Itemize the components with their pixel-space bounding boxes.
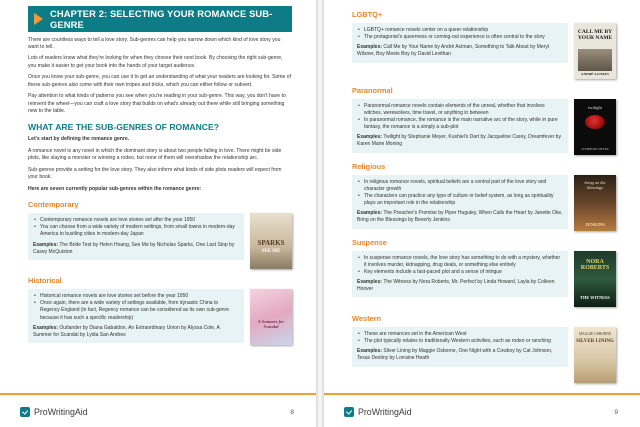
bullet-item: • Contemporary romance novels are love stories set after the year 1950 xyxy=(33,217,239,224)
intro-paragraph: Once you know your sub-genre, you can use it to get an understanding of what your readers are looking for. Some of these sub-genres also come with their own tropes and tricks, which you can either follow or subvert. xyxy=(28,74,292,88)
brand-name: ProWritingAid xyxy=(358,407,412,417)
page-right-content xyxy=(352,2,616,383)
chapter-title: CHAPTER 2: SELECTING YOUR ROMANCE SUB-GENRE xyxy=(50,8,273,30)
cover-author: MAGGIE OSBORNE xyxy=(578,332,612,336)
examples-text: Silver Lining by Maggie Osborne, One Night with a Cowboy by Cat Johnson, Texas Destiny by Lorraine Heath xyxy=(357,348,553,362)
bullet-list xyxy=(357,255,563,276)
subgenre-info xyxy=(352,23,568,63)
bullet-item: • The plot typically relates to traditionally Western activities, such as rodeo or ranching xyxy=(357,338,563,345)
cover-photo xyxy=(578,49,612,71)
section-heading: WHAT ARE THE SUB-GENRES OF ROMANCE? xyxy=(28,121,219,132)
examples-label: Examples: xyxy=(33,324,59,331)
footer xyxy=(324,393,640,427)
intro-paragraph: Pay attention to what kinds of patterns you see when you're reading in your sub-genre. This way, you don't have to reinvent the wheel—you can craft a love story that builds on what's already out there while still bringing something new to the table. xyxy=(28,93,286,114)
body-paragraph: Sub-genres provide a setting for the love story. They also inform what kinds of side plots readers will expect from your book. xyxy=(28,167,282,181)
examples-label: Examples: xyxy=(357,348,383,355)
book-cover-the-witness xyxy=(574,251,616,307)
subgenre-info xyxy=(352,99,568,153)
cover-author: STEPHENIE MEYER xyxy=(581,147,609,151)
subgenre-info xyxy=(352,251,568,297)
cover-title: bring on the blessings xyxy=(584,180,606,190)
examples-text: The Preacher's Promise by Piper Huguley, When Calls the Heart by Janette Oke, Bring on the Blessings by Beverly Jenkins xyxy=(357,210,563,224)
intro-paragraph: Lots of readers know what they're looking for when they choose their next book. By choosing the right sub-genre, you make it easier to get your book into the hands of your target audience. xyxy=(28,55,283,69)
page-left-content xyxy=(28,6,292,345)
bullet-item: • These are romances set in the American West xyxy=(357,331,563,338)
bullet-list xyxy=(357,27,563,41)
brand-logo xyxy=(20,407,88,417)
cover-author: JENKINS xyxy=(585,222,605,227)
examples xyxy=(357,348,563,362)
subgenre-heading-western: Western xyxy=(352,314,382,323)
cover-title: A Summer for Scandal xyxy=(257,319,285,330)
prowritingaid-logo-icon xyxy=(20,407,30,417)
examples xyxy=(33,325,239,339)
subgenre-box-lgbtq xyxy=(352,23,616,79)
bullet-list xyxy=(33,293,239,321)
prowritingaid-logo-icon xyxy=(344,407,354,417)
bullet-item: • Once again, there are a wide variety of settings available, from dynastic China to Regency England (in fact, Regency romance can be considered as its own sub-genre because it has such a specific readership) xyxy=(33,300,239,321)
bullet-list xyxy=(357,103,563,131)
subgenre-heading-suspense: Suspense xyxy=(352,238,387,247)
subgenre-box-religious xyxy=(352,175,616,231)
book-cover-call-me-by-your-name xyxy=(574,23,616,79)
examples-label: Examples: xyxy=(357,44,383,51)
cover-title: SEE ME xyxy=(261,249,281,255)
cover-title: THE WITNESS xyxy=(580,295,610,300)
cover-title: CALL ME BY YOUR NAME xyxy=(577,29,613,42)
lead-text: Let's start by defining the romance genre. xyxy=(28,136,130,143)
bullet-item: • Historical romance novels are love stories set before the year 1950 xyxy=(33,293,239,300)
examples xyxy=(357,210,563,224)
examples-text: Call Me by Your Name by André Aciman, Something to Talk About by Meryl Wilsner, Boy Meets Boy by David Levithan xyxy=(357,44,549,58)
cover-title: SILVER LINING xyxy=(576,339,614,344)
subgenre-info xyxy=(28,289,244,343)
subgenre-heading-contemporary: Contemporary xyxy=(28,200,79,210)
bullet-item: • Paranormal romance novels contain elements of the unreal, whether that involves witches, werewolves, time travel, or anything in between xyxy=(357,103,563,117)
examples-label: Examples: xyxy=(357,210,383,217)
cover-author: ANDRÉ ACIMAN xyxy=(581,72,609,76)
examples-label: Examples: xyxy=(33,241,59,248)
subgenre-info xyxy=(28,213,244,259)
bullet-item: • The protagonist's queerness or coming-out experience is often central to the story xyxy=(357,34,563,41)
play-triangle-icon xyxy=(34,13,43,25)
examples-text: The Witness by Nora Roberts, Mr. Perfect by Linda Howard, Layla by Colleen Hoover xyxy=(357,279,555,293)
bullet-list xyxy=(33,217,239,238)
page-right xyxy=(324,0,640,427)
subgenre-box-suspense xyxy=(352,251,616,307)
subgenre-box-contemporary xyxy=(28,213,292,269)
page-number: 8 xyxy=(290,409,294,416)
body-paragraph: A romance novel is any novel in which the dominant story is about two people falling in love. There might be side plots, like slaying a monster or winning a rodeo, but none of them will overshadow the relationship arc. xyxy=(28,148,282,162)
subgenre-box-historical xyxy=(28,289,292,345)
book-cover-see-me xyxy=(250,213,292,269)
bullet-item: • LGBTQ+ romance novels center on a queer relationship xyxy=(357,27,563,34)
book-gutter xyxy=(316,0,324,427)
subgenre-info xyxy=(352,175,568,229)
subgenre-heading-historical: Historical xyxy=(28,276,62,286)
bullet-item: • In religious romance novels, spiritual beliefs are a central part of the love story and character growth xyxy=(357,179,563,193)
examples xyxy=(357,279,563,293)
bullet-list xyxy=(357,331,563,345)
brand-logo xyxy=(344,407,412,417)
subgenre-heading-paranormal: Paranormal xyxy=(352,86,393,95)
list-intro: Here are seven currently popular sub-genres within the romance genre: xyxy=(28,186,202,193)
footer xyxy=(0,393,316,427)
bullet-item: • The characters can practice any type of culture or belief system, as long as spirituality plays an important role in the relationship xyxy=(357,193,563,207)
cover-author: NORA ROBERTS xyxy=(580,259,610,272)
subgenre-info xyxy=(352,327,568,367)
book-cover-twilight xyxy=(574,99,616,155)
brand-name: ProWritingAid xyxy=(34,407,88,417)
subgenre-box-western xyxy=(352,327,616,383)
bullet-item: • You can choose from a wide variety of modern settings, from small towns in modern-day America to bustling cities in modern-day Japan xyxy=(33,224,239,238)
apple-illustration xyxy=(585,115,605,129)
bullet-item: • In suspense romance novels, the love story has something to do with a mystery, whether it involves murder, kidnapping, drug deals, or something else entirely xyxy=(357,255,563,269)
examples-text: The Bride Test by Helen Hoang, See Me by Nicholas Sparks, One Last Stop by Casey McQuiston xyxy=(33,241,235,255)
page-left xyxy=(0,0,316,427)
book-cover-bring-on-the-blessings xyxy=(574,175,616,231)
cover-author: SPARKS xyxy=(257,239,285,248)
examples xyxy=(357,134,563,148)
page-number: 9 xyxy=(614,409,618,416)
examples-label: Examples: xyxy=(357,279,383,286)
bullet-list xyxy=(357,179,563,207)
subgenre-box-paranormal xyxy=(352,99,616,155)
book-cover-silver-lining xyxy=(574,327,616,383)
chapter-banner xyxy=(28,6,292,32)
cover-title: twilight xyxy=(587,105,602,110)
examples xyxy=(33,242,239,256)
bullet-item: • Key elements include a fast-paced plot and a sense of intrigue xyxy=(357,269,563,276)
examples xyxy=(357,44,563,58)
book-cover-summer-for-scandal xyxy=(250,289,292,345)
subgenre-heading-religious: Religious xyxy=(352,162,386,171)
examples-label: Examples: xyxy=(357,134,383,141)
intro-paragraph: There are countless ways to tell a love story. Sub-genres can help you narrow down which kind of love story you want to tell. xyxy=(28,36,281,50)
examples-text: Outlander by Diana Gabaldon, An Extraordinary Union by Alyssa Cole, A Summer for Scandal by Lydia San Andres xyxy=(33,324,220,338)
subgenre-heading-lgbtq: LGBTQ+ xyxy=(352,10,383,19)
bullet-item: • In paranormal romance, the romance is the main narrative arc of the story, while in pure fantasy, the romance is a simply a sub-plot xyxy=(357,117,563,131)
examples-text: Twilight by Stephanie Meyer, Kushiel's Dart by Jacqueline Carey, Dreamfever by Karen Marie Moning xyxy=(357,134,561,148)
